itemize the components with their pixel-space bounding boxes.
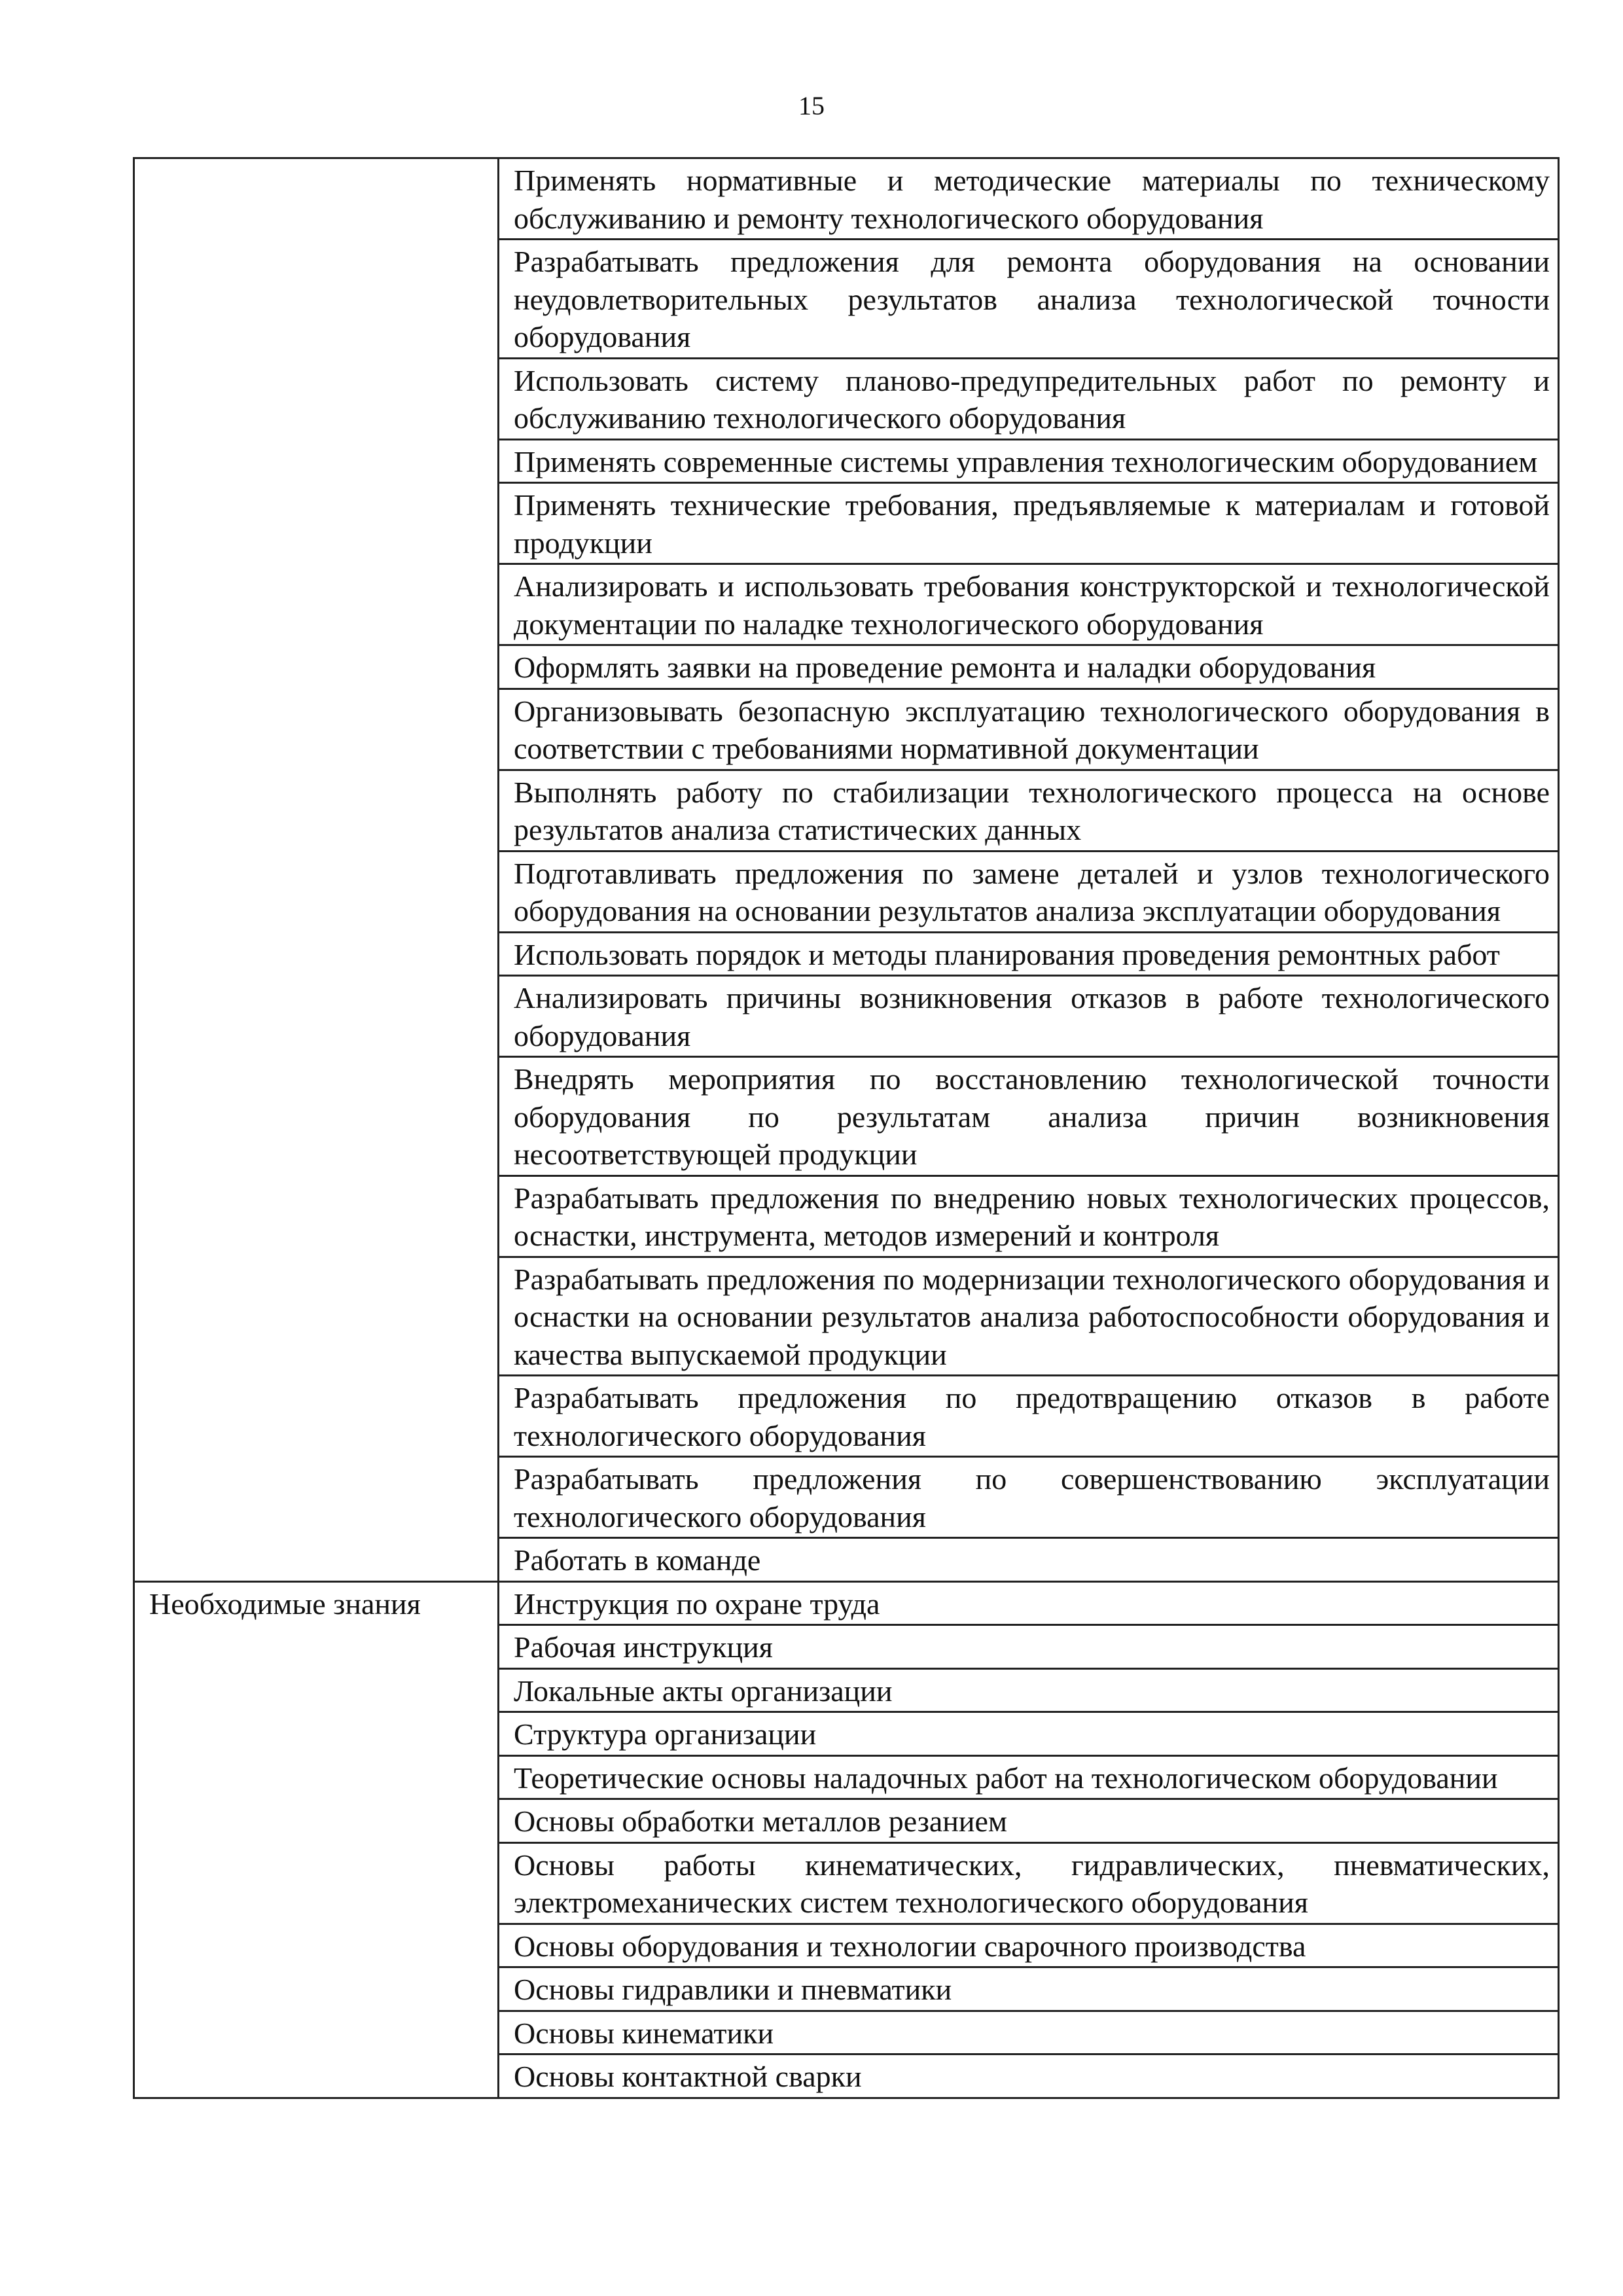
table-row	[134, 158, 1559, 240]
competency-table	[133, 157, 1560, 2099]
knowledge-item: Инструкция по охране труда	[499, 1581, 1559, 1625]
skill-item: Применять нормативные и методические материалы по техническому обслуживанию и ремонту технологического оборудования	[499, 158, 1559, 240]
skill-item: Разрабатывать предложения для ремонта оборудования на основании неудовлетворительных результатов анализа технологической точности оборудования	[499, 240, 1559, 359]
knowledge-item: Локальные акты организации	[499, 1668, 1559, 1712]
page-number: 15	[798, 91, 825, 120]
skill-item: Оформлять заявки на проведение ремонта и наладки оборудования	[499, 645, 1559, 689]
table-row	[134, 1581, 1559, 1625]
skill-item: Разрабатывать предложения по совершенствованию эксплуатации технологического оборудования	[499, 1457, 1559, 1538]
knowledge-item: Основы контактной сварки	[499, 2054, 1559, 2098]
skill-item: Внедрять мероприятия по восстановлению технологической точности оборудования по результатам анализа причин возникновения несоответствующей продукции	[499, 1057, 1559, 1176]
knowledge-item: Структура организации	[499, 1712, 1559, 1756]
skills-label-cell	[134, 158, 499, 1582]
skill-item: Организовывать безопасную эксплуатацию технологического оборудования в соответствии с требованиями нормативной документации	[499, 689, 1559, 770]
skill-item: Разрабатывать предложения по модернизации технологического оборудования и оснастки на основании результатов анализа работоспособности оборудования и качества выпускаемой продукции	[499, 1257, 1559, 1376]
knowledge-label: Необходимые знания	[134, 1581, 499, 2098]
skill-item: Разрабатывать предложения по внедрению новых технологических процессов, оснастки, инструмента, методов измерений и контроля	[499, 1175, 1559, 1257]
knowledge-item: Теоретические основы наладочных работ на технологическом оборудовании	[499, 1755, 1559, 1799]
skill-item: Работать в команде	[499, 1538, 1559, 1582]
skill-item: Подготавливать предложения по замене деталей и узлов технологического оборудования на основании результатов анализа эксплуатации оборудования	[499, 851, 1559, 932]
knowledge-item: Рабочая инструкция	[499, 1625, 1559, 1669]
skill-item: Анализировать причины возникновения отказов в работе технологического оборудования	[499, 976, 1559, 1057]
skill-item: Использовать порядок и методы планирования проведения ремонтных работ	[499, 932, 1559, 976]
knowledge-item: Основы кинематики	[499, 2011, 1559, 2054]
skill-item: Применять технические требования, предъявляемые к материалам и готовой продукции	[499, 483, 1559, 564]
knowledge-item: Основы оборудования и технологии сварочного производства	[499, 1924, 1559, 1967]
skill-item: Применять современные системы управления технологическим оборудованием	[499, 439, 1559, 483]
skill-item: Разрабатывать предложения по предотвращению отказов в работе технологического оборудования	[499, 1376, 1559, 1457]
knowledge-item: Основы работы кинематических, гидравлических, пневматических, электромеханических систем технологического оборудования	[499, 1842, 1559, 1924]
skill-item: Выполнять работу по стабилизации технологического процесса на основе результатов анализа статистических данных	[499, 770, 1559, 851]
knowledge-item: Основы гидравлики и пневматики	[499, 1967, 1559, 2011]
skill-item: Использовать систему планово-предупредительных работ по ремонту и обслуживанию технологического оборудования	[499, 358, 1559, 439]
knowledge-item: Основы обработки металлов резанием	[499, 1799, 1559, 1843]
skill-item: Анализировать и использовать требования конструкторской и технологической документации по наладке технологического оборудования	[499, 564, 1559, 645]
